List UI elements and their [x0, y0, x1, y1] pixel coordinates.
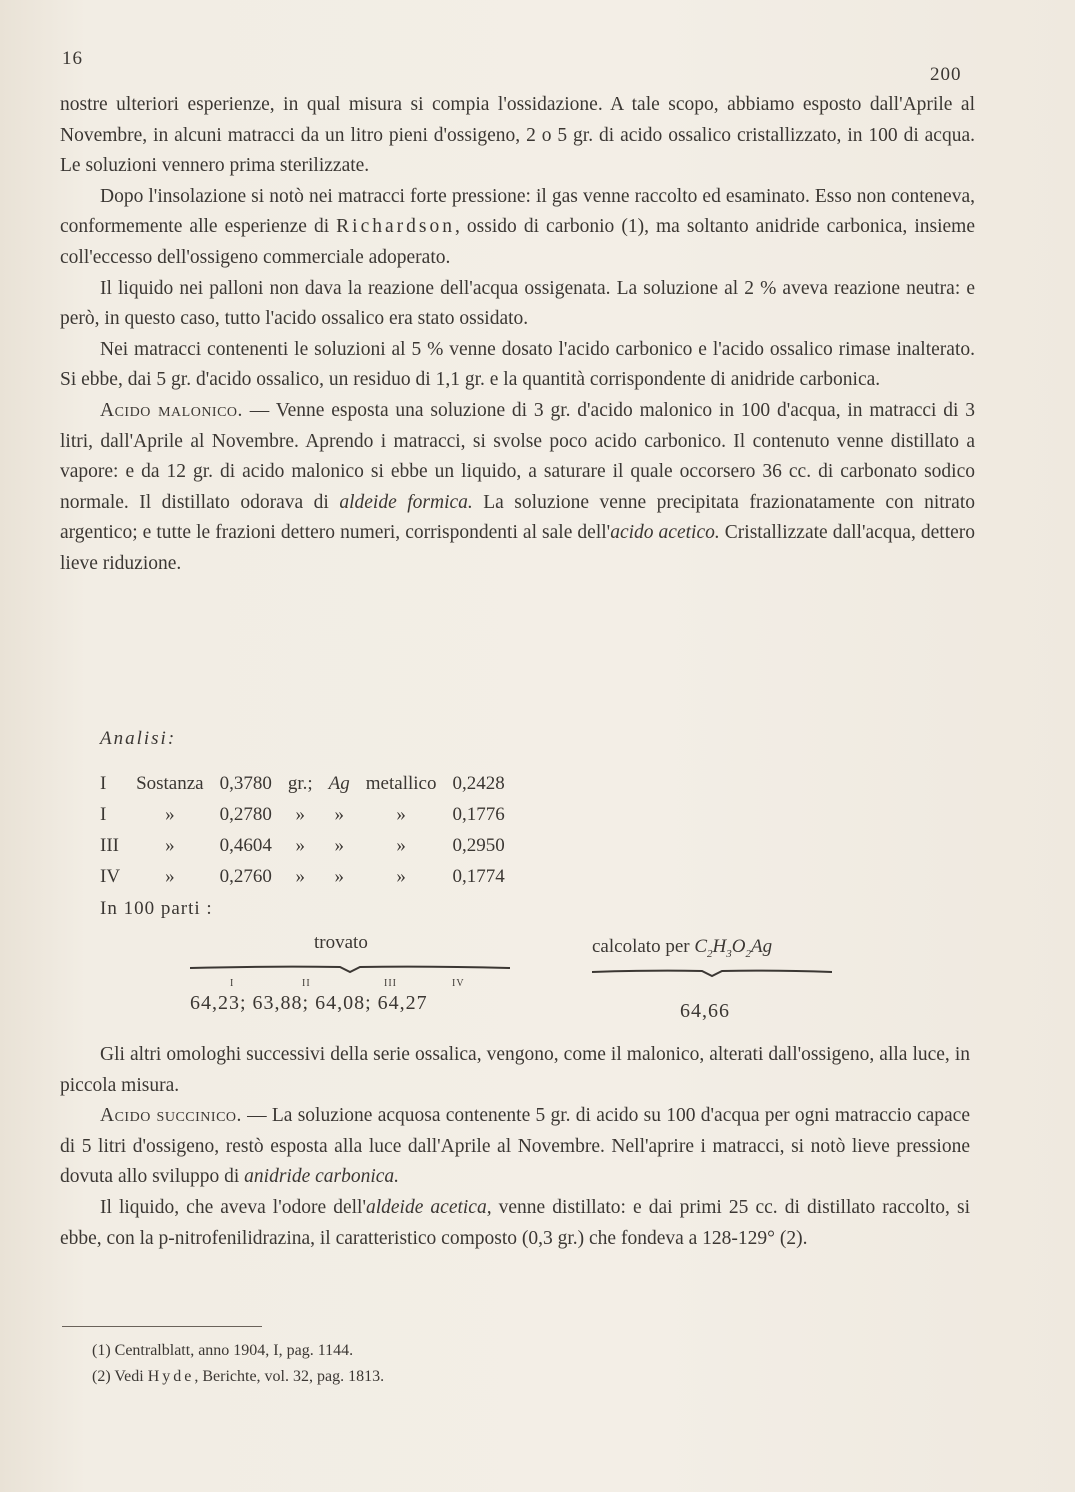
row-unit: » — [295, 834, 306, 856]
italic-anidride-carbonica: anidride carbonica. — [244, 1166, 400, 1188]
paragraph-8-text-b: venne distillato: e dai primi 25 cc. di distillato raccolto, si ebbe, con la p-nitrofenilidrazina, il caratteristico composto (0,3 gr.) che fondeva a 128-129° (2). — [60, 1196, 970, 1249]
row-metallico: » — [396, 803, 406, 825]
row-ag: » — [334, 834, 344, 856]
row-ag: » — [334, 865, 344, 887]
paragraph-8-text-a: Il liquido, che aveva l'odore dell' — [100, 1196, 366, 1218]
roman-numeral-1: I — [230, 978, 235, 989]
paragraph-5-text-c: Cristallizzate dall'acqua, dettero lieve riduzione. — [60, 522, 976, 574]
row-label: » — [165, 803, 175, 825]
footnote-2-text-a: (2) Vedi — [92, 1368, 148, 1385]
paragraph-3: Il liquido nei palloni non dava la reazione dell'acqua ossigenata. La soluzione al 2 % aveva reazione neutra: e però, in questo caso, tutto l'acido ossalico era stato ossidato. — [60, 277, 975, 330]
roman-numeral-3: III — [384, 978, 397, 989]
row-numeral: I — [100, 803, 107, 825]
calcolato-value: 64,66 — [680, 1000, 730, 1022]
row-ag: » — [334, 803, 344, 825]
calcolato-label: calcolato per — [592, 936, 690, 957]
footnote-1: (1) Centralblatt, anno 1904, I, pag. 1144. — [92, 1342, 354, 1359]
analysis-row — [92, 861, 513, 892]
row-mass: 0,4604 — [219, 834, 272, 856]
row-numeral: I — [100, 772, 107, 794]
footnote-divider — [62, 1326, 262, 1327]
formula: $C_2H_3O_2Ag$ — [694, 936, 773, 960]
row-metallico: metallico — [365, 772, 437, 794]
row-mass: 0,3780 — [219, 772, 272, 794]
paragraph-5 — [60, 396, 975, 580]
paragraph-7 — [60, 1101, 970, 1193]
trovato-label: trovato — [314, 932, 368, 953]
footnote-2 — [92, 1364, 384, 1390]
row-label: Sostanza — [136, 772, 204, 794]
row-unit: » — [295, 803, 306, 825]
row-numeral: IV — [100, 865, 121, 887]
main-text-bottom — [60, 1040, 970, 1254]
row-unit: gr.; — [287, 772, 313, 794]
main-text-top — [60, 90, 975, 580]
row-result: 0,1774 — [452, 865, 505, 887]
calcolato-heading — [592, 936, 772, 960]
analysis-row — [92, 830, 513, 861]
paragraph-4: Nei matracci contenenti le soluzioni al 5 % venne dosato l'acido carbonico e l'acido ossalico rimase inalterato. Si ebbe, dai 5 gr. d'acido ossalico, un residuo di 1,1 gr. e la quantità corrispondente di anidride carbonica. — [60, 338, 975, 391]
italic-acido-acetico: acido acetico. — [610, 522, 720, 544]
analysis-row — [92, 768, 513, 799]
paragraph-2 — [60, 182, 975, 274]
author-name-richardson: Richardson — [336, 216, 455, 238]
paragraph-5-text-b: La soluzione venne precipitata frazionatamente con nitrato argentico; e tutte le frazioni dettero numeri, corrispondenti al sale dell' — [60, 491, 975, 544]
page-number-right: 200 — [930, 64, 962, 85]
author-name-hyde: Hyde — [147, 1368, 195, 1385]
trovato-values: 64,23; 63,88; 64,08; 64,27 — [190, 992, 428, 1014]
row-result: 0,1776 — [452, 803, 505, 825]
analysis-row — [92, 799, 513, 830]
trovato-brace — [190, 962, 510, 974]
row-ag: Ag — [328, 772, 350, 794]
row-unit: » — [295, 865, 306, 887]
row-mass: 0,2780 — [219, 803, 272, 825]
paragraph-2-text-b: , ossido di carbonio (1), ma soltanto anidride carbonica, insieme coll'eccesso dell'ossigeno commerciale adoperato. — [60, 216, 975, 268]
calcolato-brace — [592, 966, 832, 978]
roman-numeral-2: II — [302, 978, 311, 989]
footnotes — [92, 1338, 384, 1390]
paragraph-6: Gli altri omologhi successivi della serie ossalica, vengono, come il malonico, alterati dall'ossigeno, alla luce, in piccola misura. — [60, 1044, 970, 1096]
analysis-table — [92, 768, 513, 892]
row-label: » — [165, 865, 175, 887]
analysis-title: Analisi: — [100, 728, 177, 749]
section-heading-succinico: Acido succinico. — [100, 1105, 242, 1127]
page-number-left: 16 — [62, 48, 83, 69]
row-result: 0,2950 — [452, 834, 505, 856]
row-numeral: III — [100, 834, 119, 856]
footnote-2-text-b: , Berichte, vol. 32, pag. 1813. — [194, 1368, 385, 1385]
row-mass: 0,2760 — [219, 865, 272, 887]
roman-numeral-4: IV — [452, 978, 465, 989]
paragraph-1: nostre ulteriori esperienze, in qual misura si compia l'ossidazione. A tale scopo, abbiamo esposto dall'Aprile al Novembre, in alcuni matracci da un litro pieni d'ossigeno, 2 o 5 gr. di acido ossalico cristallizzato, in 100 di acqua. Le soluzioni vennero prima sterilizzate. — [60, 94, 975, 177]
paragraph-5-text-a: — Venne esposta una soluzione di 3 gr. d'acido malonico in 100 d'acqua, in matracci di 3 litri, dall'Aprile al Novembre. Aprendo i matracci, si svolse poco acido carbonico. Il contenuto venne distillato a vapore: e da 12 gr. di acido malonico si ebbe un liquido, a saturare il quale occorsero 36 cc. di carbonato sodico normale. Il distillato odorava di — [60, 399, 975, 513]
row-metallico: » — [396, 834, 406, 856]
paragraph-2-text-a: Dopo l'insolazione si notò nei matracci forte pressione: il gas venne raccolto ed esaminato. Esso non conteneva, conformemente alle esperienze di — [60, 185, 975, 238]
italic-aldeide-acetica: aldeide acetica, — [365, 1196, 492, 1218]
paragraph-7-text: — La soluzione acquosa contenente 5 gr. di acido su 100 d'acqua per ogni matraccio capace di 5 litri d'ossigeno, restò esposta alla luce dall'Aprile al Novembre. Nell'aprire i matracci, si notò lieve pressione dovuta allo sviluppo di — [60, 1105, 970, 1188]
parti-label: In 100 parti : — [100, 898, 213, 919]
italic-aldeide-formica: aldeide formica. — [339, 491, 473, 513]
row-label: » — [165, 834, 175, 856]
row-result: 0,2428 — [452, 772, 505, 794]
paragraph-8 — [60, 1193, 970, 1254]
row-metallico: » — [396, 865, 406, 887]
section-heading-malonico: Acido malonico. — [100, 399, 243, 421]
